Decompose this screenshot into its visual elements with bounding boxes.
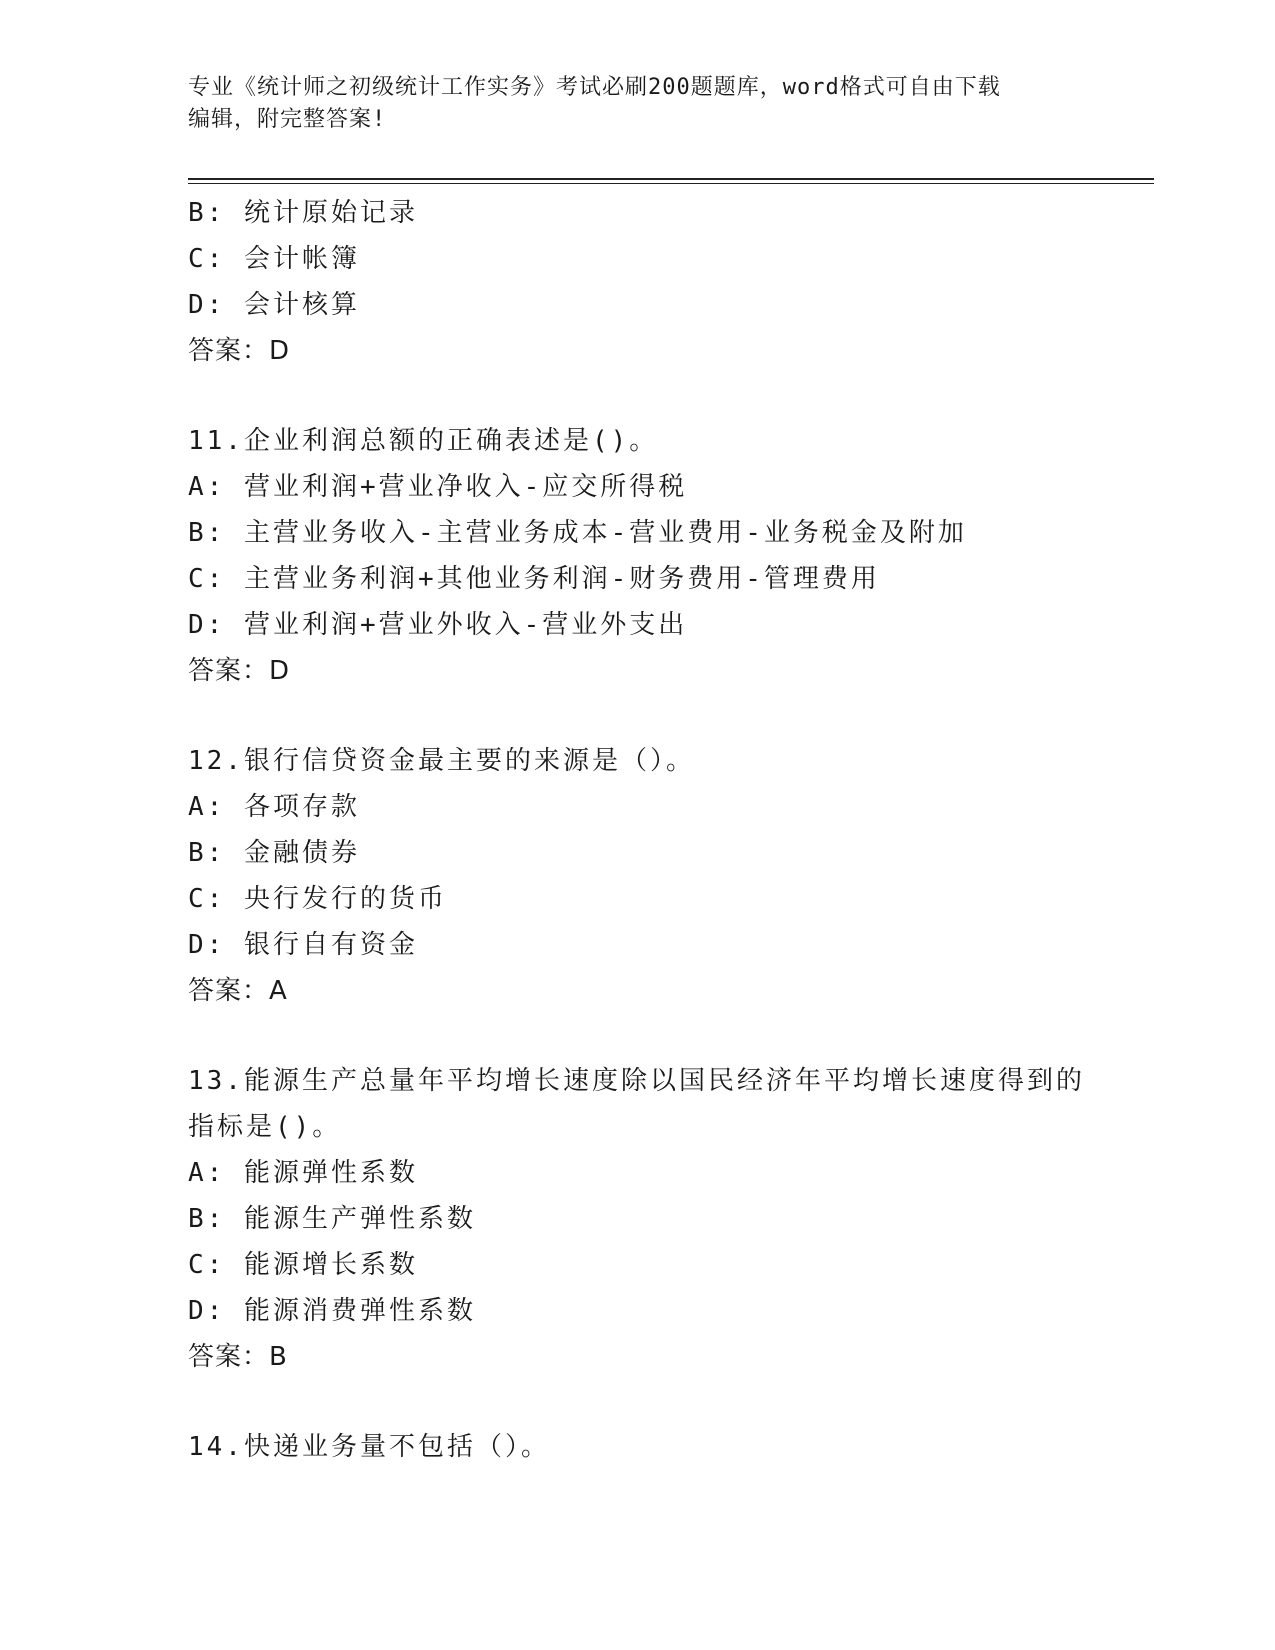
question-11 — [188, 418, 1148, 694]
option-d: D: 营业利润+营业外收入-营业外支出 — [188, 610, 688, 640]
option-b: B: 主营业务收入-主营业务成本-营业费用-业务税金及附加 — [188, 518, 967, 548]
answer: 答案：D — [188, 656, 291, 686]
question-12 — [188, 738, 1148, 1014]
question-14 — [188, 1424, 1148, 1470]
option-b: B: 能源生产弹性系数 — [188, 1204, 476, 1234]
header-line-2: 编辑，附完整答案! — [188, 107, 387, 132]
question-10 — [188, 190, 1148, 374]
option-a: A: 各项存款 — [188, 792, 360, 822]
header-rule-thin — [188, 183, 1154, 184]
question-text-line-2: 指标是()。 — [188, 1112, 342, 1142]
question-text: 12.银行信贷资金最主要的来源是（）。 — [188, 746, 695, 776]
option-b: B: 金融债券 — [188, 838, 360, 868]
option-c: C: 主营业务利润+其他业务利润-财务费用-管理费用 — [188, 564, 880, 594]
option-d: D: 会计核算 — [188, 290, 360, 320]
header-rule-thick — [188, 178, 1154, 180]
header-line-1: 专业《统计师之初级统计工作实务》考试必刷200题题库，word格式可自由下载 — [188, 75, 1001, 100]
option-c: C: 央行发行的货币 — [188, 884, 447, 914]
question-text: 14.快递业务量不包括（）。 — [188, 1432, 550, 1462]
question-list — [188, 190, 1148, 1470]
option-c: C: 会计帐簿 — [188, 244, 360, 274]
question-13 — [188, 1058, 1148, 1380]
option-a: A: 能源弹性系数 — [188, 1158, 418, 1188]
answer: 答案：A — [188, 976, 288, 1006]
option-b: B: 统计原始记录 — [188, 198, 418, 228]
option-c: C: 能源增长系数 — [188, 1250, 418, 1280]
option-d: D: 银行自有资金 — [188, 930, 418, 960]
answer: 答案：B — [188, 1342, 288, 1372]
option-a: A: 营业利润+营业净收入-应交所得税 — [188, 472, 688, 502]
question-text: 11.企业利润总额的正确表述是()。 — [188, 426, 659, 456]
option-d: D: 能源消费弹性系数 — [188, 1296, 476, 1326]
question-text-line-1: 13.能源生产总量年平均增长速度除以国民经济年平均增长速度得到的 — [188, 1066, 1085, 1096]
answer: 答案：D — [188, 336, 291, 366]
document-header — [188, 72, 1088, 136]
